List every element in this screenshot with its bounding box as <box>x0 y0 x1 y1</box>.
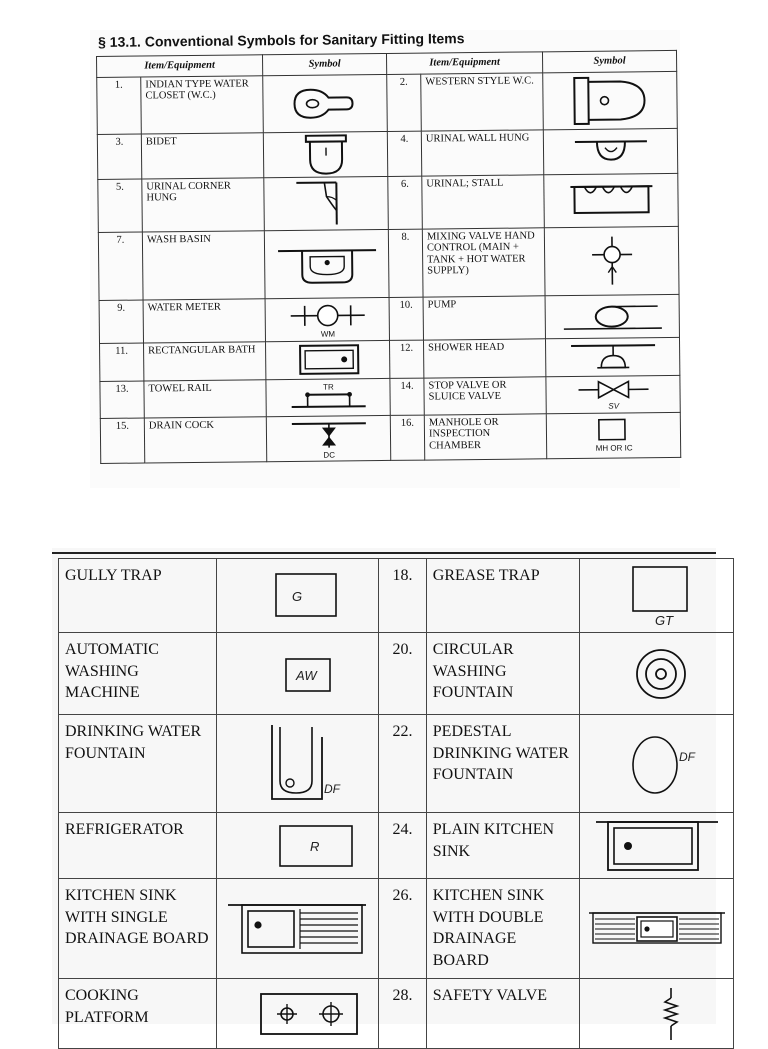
shower-head-symbol <box>545 337 679 376</box>
item-number: 1. <box>97 77 142 134</box>
item-number: 4. <box>387 131 421 176</box>
item-name: CIRCULAR WASHING FOUNTAIN <box>426 633 580 715</box>
item-name: DRINKING WATER FOUNTAIN <box>59 715 217 813</box>
item-name: REFRIGERATOR <box>59 813 217 879</box>
item-name: DRAIN COCK <box>144 416 266 462</box>
aw-label: AW <box>295 668 318 683</box>
symbols-table <box>96 50 681 464</box>
gully-trap-symbol <box>216 559 378 633</box>
pedestal-drinking-fountain-symbol <box>580 715 734 813</box>
symbols-continued-page <box>52 548 716 1024</box>
item-number: 28. <box>379 979 427 1049</box>
indian-wc-symbol <box>263 74 388 132</box>
item-number: 16. <box>390 415 424 460</box>
header-symbol: Symbol <box>542 50 676 72</box>
item-name: WESTERN STYLE W.C. <box>421 72 544 130</box>
item-name: WASH BASIN <box>142 230 265 299</box>
tr-label: TR <box>323 382 334 391</box>
manhole-symbol <box>546 412 680 458</box>
pump-symbol <box>545 294 679 338</box>
section-title: § 13.1. Conventional Symbols for Sanitary Fitting Items <box>98 30 465 50</box>
header-item-equipment: Item/Equipment <box>386 52 542 74</box>
refrigerator-symbol <box>216 813 378 879</box>
item-name: PLAIN KITCHEN SINK <box>426 813 580 879</box>
table-row <box>100 337 680 381</box>
gt-label: GT <box>655 613 674 628</box>
table-row <box>59 879 734 979</box>
item-number: 20. <box>379 633 427 715</box>
table-row <box>97 71 678 134</box>
table-row <box>100 412 680 463</box>
item-number: 8. <box>388 229 423 297</box>
symbols-table-continued <box>58 558 734 1049</box>
item-number: 5. <box>98 179 143 232</box>
item-number: 10. <box>389 297 423 340</box>
item-number: 6. <box>388 176 423 229</box>
item-name: PUMP <box>423 295 545 339</box>
bidet-symbol <box>263 131 387 177</box>
table-row <box>97 128 677 179</box>
item-name: STOP VALVE OR SLUICE VALVE <box>424 376 546 414</box>
item-name: URINAL WALL HUNG <box>421 129 543 175</box>
wm-label: WM <box>320 329 335 338</box>
header-item-equipment: Item/Equipment <box>97 55 263 77</box>
item-name: SHOWER HEAD <box>423 338 545 377</box>
drinking-water-fountain-symbol <box>216 715 378 813</box>
sv-label: SV <box>608 401 619 410</box>
page-divider <box>52 552 716 554</box>
urinal-corner-hung-symbol <box>264 176 389 230</box>
circular-washing-fountain-symbol <box>580 633 734 715</box>
item-number: 9. <box>99 300 143 343</box>
item-name: TOWEL RAIL <box>144 379 266 417</box>
item-number: 14. <box>390 378 424 415</box>
header-symbol: Symbol <box>262 53 386 75</box>
table-row <box>98 226 679 300</box>
table-row <box>59 813 734 879</box>
cooking-platform-symbol <box>216 979 378 1049</box>
wash-basin-symbol <box>264 229 389 298</box>
item-number: 12. <box>389 340 423 378</box>
stop-valve-symbol <box>546 375 680 413</box>
item-name: RECTANGULAR BATH <box>144 341 266 380</box>
g-label: G <box>292 589 302 604</box>
item-name: AUTOMATIC WASHING MACHINE <box>59 633 217 715</box>
item-name: MANHOLE OR INSPECTION CHAMBER <box>424 413 546 459</box>
table-row <box>59 633 734 715</box>
df-label: DF <box>679 750 696 764</box>
table-row <box>59 559 734 633</box>
item-name: MIXING VALVE HAND CONTROL (MAIN + TANK + HOT WATER SUPPLY) <box>422 227 545 296</box>
safety-valve-symbol <box>580 979 734 1049</box>
urinal-wall-hung-symbol <box>543 128 677 174</box>
drain-cock-symbol <box>266 415 390 461</box>
dc-label: DC <box>323 450 335 459</box>
table-row <box>59 715 734 813</box>
conventional-symbols-page <box>90 30 680 488</box>
kitchen-sink-single-board-symbol <box>216 879 378 979</box>
urinal-stall-symbol <box>544 173 679 227</box>
item-number: 22. <box>379 715 427 813</box>
item-name: KITCHEN SINK WITH DOUBLE DRAINAGE BOARD <box>426 879 580 979</box>
item-name: GULLY TRAP <box>59 559 217 633</box>
item-number: 24. <box>379 813 427 879</box>
item-name: BIDET <box>141 132 263 178</box>
western-wc-symbol <box>543 71 678 129</box>
towel-rail-symbol <box>266 378 390 416</box>
rectangular-bath-symbol <box>265 340 389 379</box>
item-name: KITCHEN SINK WITH SINGLE DRAINAGE BOARD <box>59 879 217 979</box>
item-name: COOKING PLATFORM <box>59 979 217 1049</box>
item-name: PEDESTAL DRINKING WATER FOUNTAIN <box>426 715 580 813</box>
item-number: 11. <box>100 343 144 381</box>
item-name: GREASE TRAP <box>426 559 580 633</box>
table-row <box>99 294 679 343</box>
item-number: 2. <box>387 74 422 131</box>
grease-trap-symbol <box>580 559 734 633</box>
water-meter-symbol <box>265 297 389 341</box>
plain-kitchen-sink-symbol <box>580 813 734 879</box>
df-label: DF <box>324 782 341 796</box>
item-name: INDIAN TYPE WATER CLOSET (W.C.) <box>141 75 264 133</box>
item-name: WATER METER <box>143 298 265 342</box>
r-label: R <box>310 839 319 854</box>
automatic-washing-machine-symbol <box>216 633 378 715</box>
item-name: SAFETY VALVE <box>426 979 580 1049</box>
table-row <box>98 173 679 232</box>
item-number: 13. <box>100 381 144 418</box>
item-number: 18. <box>379 559 427 633</box>
kitchen-sink-double-board-symbol <box>580 879 734 979</box>
item-number: 7. <box>98 232 143 300</box>
item-number: 3. <box>97 134 141 179</box>
item-number: 15. <box>100 418 144 463</box>
item-name: URINAL; STALL <box>422 174 545 228</box>
mh-label: MH or IC <box>595 443 632 452</box>
item-name: URINAL CORNER HUNG <box>142 177 265 231</box>
mixing-valve-symbol <box>544 226 679 295</box>
item-number: 26. <box>379 879 427 979</box>
table-row <box>59 979 734 1049</box>
table-row <box>100 375 680 418</box>
